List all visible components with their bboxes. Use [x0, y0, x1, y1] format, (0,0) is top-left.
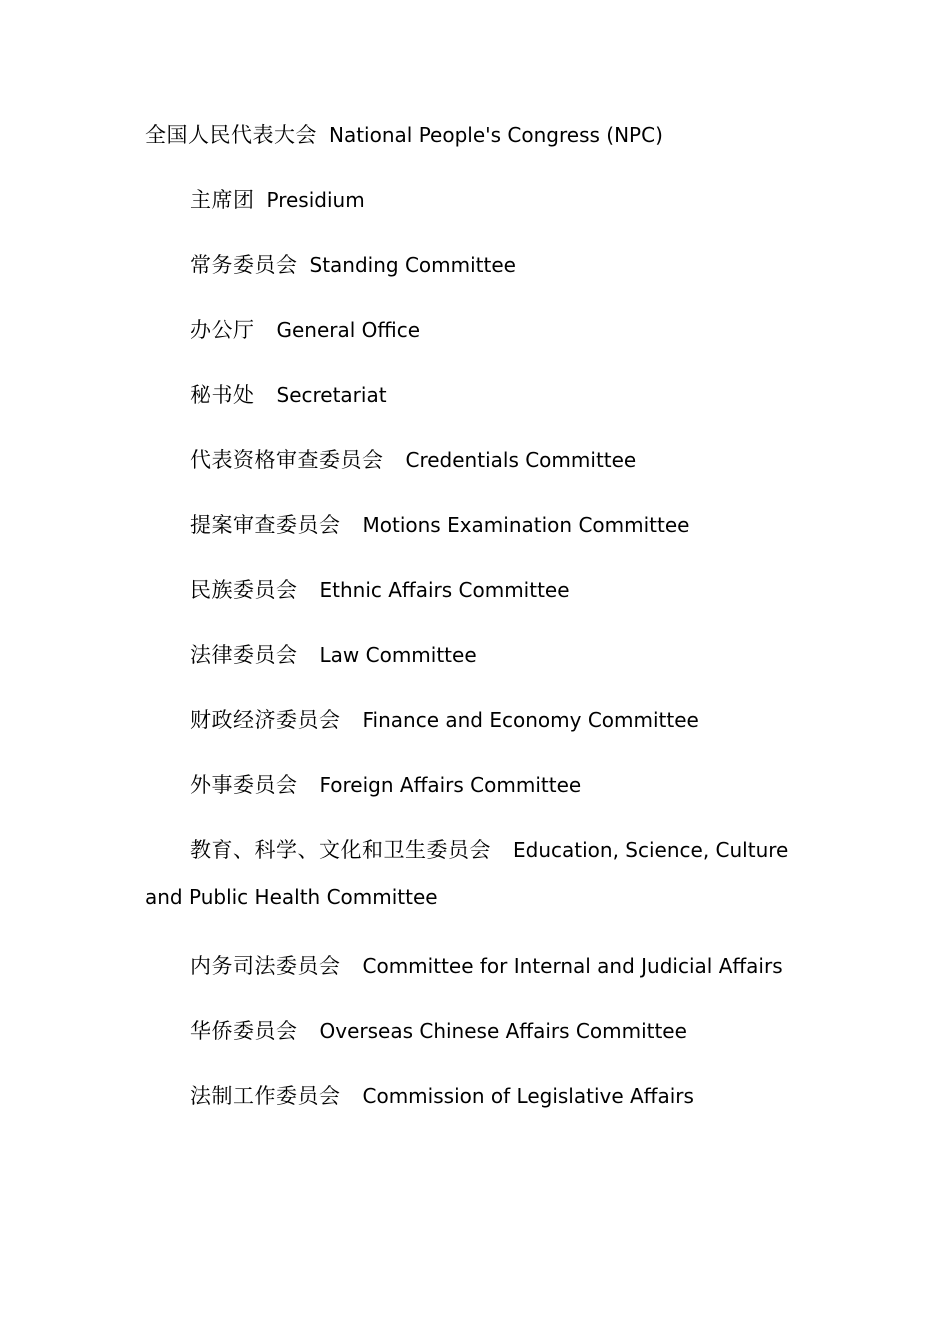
entry-law-committee: [190, 632, 810, 679]
entry-en: Standing Committee: [309, 253, 516, 277]
entry-en: Credentials Committee: [405, 448, 637, 472]
entry-en: Secretariat: [276, 383, 387, 407]
entry-standing-committee: [190, 242, 810, 289]
entry-zh: 秘书处: [190, 383, 255, 407]
entry-en: Foreign Affairs Committee: [319, 773, 582, 797]
entry-zh: 主席团: [190, 188, 255, 212]
entry-en: Law Committee: [319, 643, 477, 667]
entry-motions-examination-committee: [190, 502, 810, 549]
entry-ethnic-affairs-committee: [190, 567, 810, 614]
entry-general-office: [190, 307, 810, 354]
entry-zh: 教育、科学、文化和卫生委员会: [190, 838, 491, 862]
entry-secretariat: [190, 372, 810, 419]
entry-zh: 办公厅: [190, 318, 255, 342]
entry-zh: 提案审查委员会: [190, 513, 341, 537]
entry-presidium: [190, 177, 810, 224]
entry-en: Education, Science, Culture and Public Health Committee: [145, 838, 789, 909]
entry-en: Overseas Chinese Affairs Committee: [319, 1019, 687, 1043]
entry-zh: 法制工作委员会: [190, 1084, 341, 1108]
entry-finance-economy-committee: [190, 697, 810, 744]
entry-legislative-affairs-commission: [190, 1073, 810, 1120]
entry-internal-judicial-affairs-committee: [190, 943, 810, 990]
entry-education-science-culture-health-committee: [145, 827, 805, 921]
entry-en: Finance and Economy Committee: [362, 708, 699, 732]
entry-zh: 外事委员会: [190, 773, 298, 797]
entry-en: Presidium: [266, 188, 365, 212]
entry-en: Committee for Internal and Judicial Affairs: [362, 954, 783, 978]
entry-credentials-committee: [190, 437, 810, 484]
entry-en: National People's Congress (NPC): [329, 123, 663, 147]
entry-foreign-affairs-committee: [190, 762, 810, 809]
entry-en: Motions Examination Committee: [362, 513, 690, 537]
entry-zh: 华侨委员会: [190, 1019, 298, 1043]
entry-npc: [145, 112, 805, 159]
entry-en: General Office: [276, 318, 421, 342]
entry-zh: 法律委员会: [190, 643, 298, 667]
entry-zh: 民族委员会: [190, 578, 298, 602]
entry-en: Ethnic Affairs Committee: [319, 578, 570, 602]
entry-zh: 内务司法委员会: [190, 954, 341, 978]
entry-zh: 代表资格审查委员会: [190, 448, 384, 472]
entry-zh: 财政经济委员会: [190, 708, 341, 732]
entry-zh: 常务委员会: [190, 253, 298, 277]
entry-en: Commission of Legislative Affairs: [362, 1084, 694, 1108]
entry-zh: 全国人民代表大会: [145, 123, 317, 147]
entry-overseas-chinese-affairs-committee: [190, 1008, 810, 1055]
